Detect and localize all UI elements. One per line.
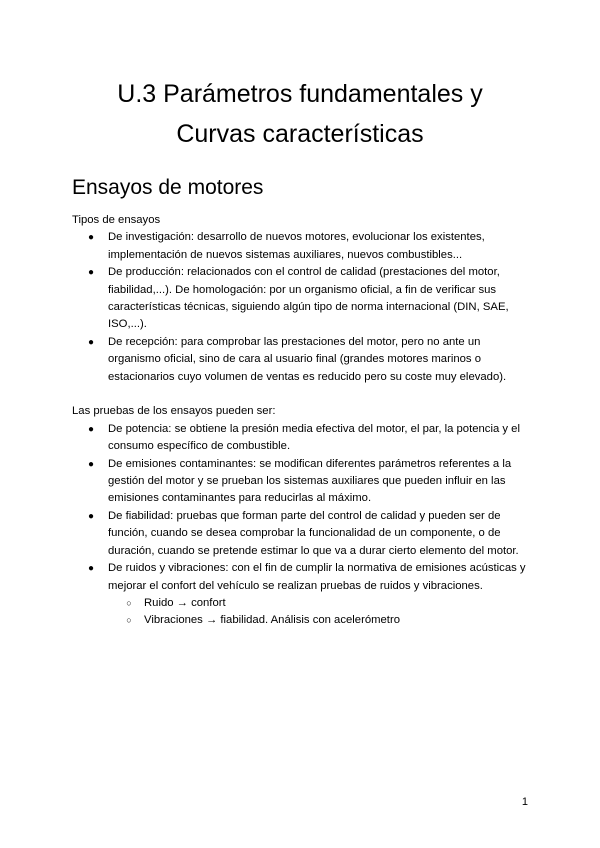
list-item-text: De emisiones contaminantes: se modifican diferentes parámetros referentes a la gestión del motor y se prueban los sistemas auxiliares que pueden influir en las emisiones contaminantes para reducirlas al máximo. (108, 457, 512, 505)
list-item (72, 508, 530, 560)
list-item-text: De producción: relacionados con el control de calidad (prestaciones del motor, fiabilidad,...). De homologación: por un organismo oficial, a fin de verificar sus características técnicas, siguiendo algún tipo de norma internacional (DIN, SAE, ISO,...). (108, 266, 509, 331)
bullet-icon: ● (87, 563, 95, 575)
tipos-label: Tipos de ensayos (72, 214, 161, 226)
list-item-text: De potencia: se obtiene la presión media efectiva del motor, el par, la potencia y el consumo específico de combustible. (108, 422, 520, 453)
sub-list-item (108, 595, 530, 612)
section-heading: Ensayos de motores (72, 176, 264, 199)
page-title-line-2: Curvas características (176, 120, 424, 148)
sub-list-item-text: Ruido → confort (144, 596, 226, 609)
pruebas-label: Las pruebas de los ensayos pueden ser: (72, 405, 276, 418)
list-item-text: De fiabilidad: pruebas que forman parte del control de calidad y pueden ser de función, cuando se desea comprobar la funcionalidad de un componente, o de duración, cuando se pretende estimar lo que va a durar cierto elemento del motor. (108, 509, 519, 557)
bullet-icon: ● (87, 458, 95, 470)
bullet-icon: ● (87, 510, 95, 522)
list-item-text: De recepción: para comprobar las prestaciones del motor, pero no ante un organismo oficial, sino de cara al usuario final (grandes motores marinos o estacionarios cuyo volumen de ventas es reducido pero su coste muy elevado). (108, 335, 507, 383)
bullet-icon: ● (87, 232, 95, 244)
hollow-bullet-icon: ○ (126, 615, 132, 626)
list-item (72, 264, 530, 334)
bullet-icon: ● (87, 336, 95, 348)
bullet-icon: ● (87, 423, 95, 435)
tipos-list (72, 229, 530, 386)
list-item (72, 334, 530, 386)
list-item-text: De investigación: desarrollo de nuevos motores, evolucionar los existentes, implementación de nuevos sistemas auxiliares, nuevos combustibles... (108, 231, 485, 261)
list-item-text: De ruidos y vibraciones: con el fin de cumplir la normativa de emisiones acústicas y mejorar el confort del vehículo se realizan pruebas de ruidos y vibraciones. (108, 562, 526, 592)
list-item (72, 229, 530, 264)
list-item (72, 421, 530, 456)
page-title-line-1: U.3 Parámetros fundamentales y (117, 80, 483, 108)
sub-list-item (108, 612, 530, 629)
section-content (72, 212, 530, 630)
page-number: 1 (521, 796, 528, 808)
hollow-bullet-icon: ○ (126, 597, 132, 608)
list-item (72, 560, 530, 630)
bullet-icon: ● (87, 267, 95, 279)
ruidos-sublist (108, 595, 530, 630)
page-title (0, 74, 600, 154)
paragraph-spacer (72, 386, 530, 403)
pruebas-list (72, 421, 530, 630)
list-item (72, 456, 530, 508)
sub-list-item-text: Vibraciones → fiabilidad. Análisis con acelerómetro (144, 614, 400, 627)
